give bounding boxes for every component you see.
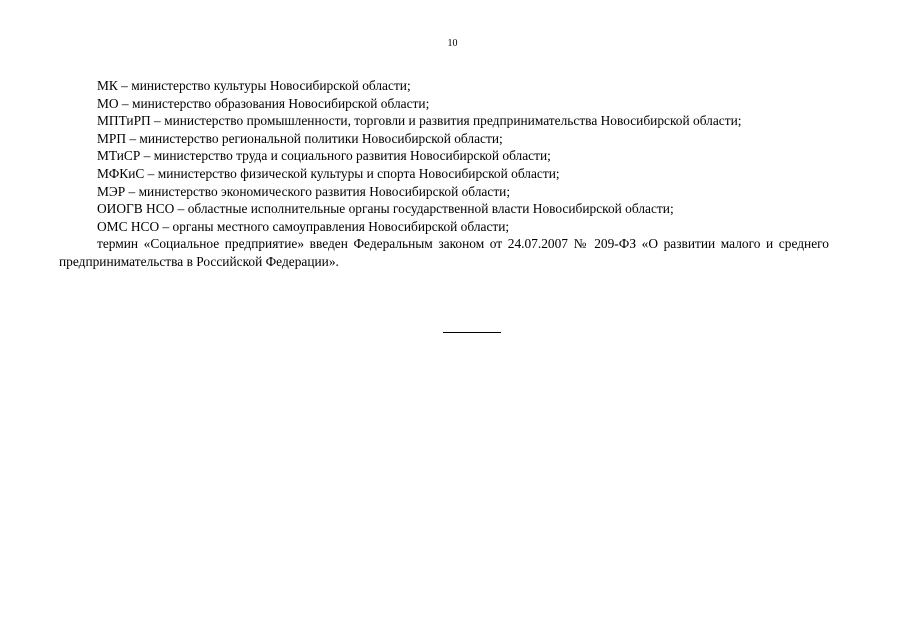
abbreviation-line-oiogv-nso: ОИОГВ НСО – областные исполнительные органы государственной власти Новосибирской области; (97, 201, 674, 217)
page-number: 10 (447, 38, 458, 49)
abbreviations-list (59, 77, 829, 271)
abbreviation-line-mptirp: МПТиРП – министерство промышленности, торговли и развития предпринимательства Новосибирской области; (97, 113, 742, 129)
abbreviation-line-oms-nso: ОМС НСО – органы местного самоуправления Новосибирской области; (97, 218, 510, 234)
abbreviation-line-mer: МЭР – министерство экономического развития Новосибирской области; (97, 183, 511, 199)
abbreviation-line-mk: МК – министерство культуры Новосибирской области; (97, 78, 411, 93)
abbreviation-line-mfkis: МФКиС – министерство физической культуры и спорта Новосибирской области; (97, 165, 560, 181)
social-enterprise-note: термин «Социальное предприятие» введен Федеральным законом от 24.07.2007 № 209-ФЗ «О развитии малого и среднего предпринимательства в Российской Федерации». (59, 236, 829, 269)
abbreviation-line-mtisr: МТиСР – министерство труда и социального развития Новосибирской области; (97, 148, 551, 164)
abbreviation-line-mo: МО – министерство образования Новосибирской области; (97, 95, 430, 111)
end-of-text-rule (443, 332, 501, 333)
abbreviation-line-mrp: МРП – министерство региональной политики Новосибирской области; (97, 130, 503, 146)
